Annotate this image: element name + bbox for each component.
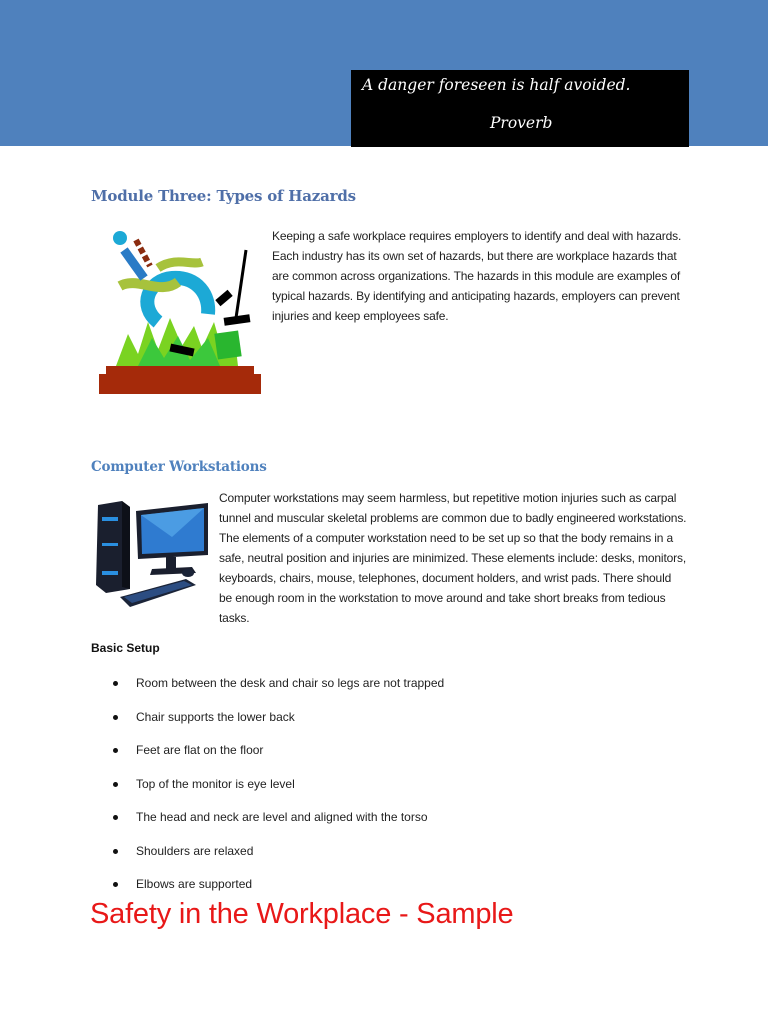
pc-light-2 xyxy=(102,543,118,546)
bullet-dot xyxy=(113,715,118,720)
quote-box xyxy=(351,70,689,147)
figure-head xyxy=(113,231,127,245)
pc-tower-side xyxy=(122,501,130,589)
hazard-illustration xyxy=(98,226,262,396)
quote-author: Proverb xyxy=(490,114,553,132)
illustration-base-top xyxy=(106,366,254,376)
bullet-dot xyxy=(113,849,118,854)
module-title: Module Three: Types of Hazards xyxy=(91,187,356,205)
list-item-text: Feet are flat on the floor xyxy=(136,743,264,757)
bullet-dot xyxy=(113,748,118,753)
mouse xyxy=(182,569,194,577)
bullet-dot xyxy=(113,882,118,887)
monitor-neck xyxy=(166,557,176,569)
section-body-text: Computer workstations may seem harmless, but repetitive motion injuries such as carpal tunnel and muscular skeletal problems are common due to badly engineered workstations. The elements of a computer workstation need to be set up so that the body remains in a safe, neutral position and injuries are minimized. These elements include: desks, monitors, keyboards, chairs, mouse, telephones, document holders, and wrist pads. There should be enough room in the workstation to move around and take short breaks from tedious tasks. xyxy=(219,491,687,625)
list-item-text: Shoulders are relaxed xyxy=(136,844,254,858)
basic-setup-heading: Basic Setup xyxy=(91,641,160,655)
module-intro-text: Keeping a safe workplace requires employers to identify and deal with hazards. Each industry has its own set of hazards, but there are workplace hazards that are common across organizations. The hazards in this module are examples of typical hazards. By identifying and anticipating hazards, employers can prevent injuries and keep employees safe. xyxy=(272,229,682,323)
black-piece-2 xyxy=(215,290,232,306)
bullet-dot xyxy=(113,782,118,787)
pc-light-3 xyxy=(102,571,118,575)
list-item-text: Chair supports the lower back xyxy=(136,710,295,724)
bullet-dot xyxy=(113,815,118,820)
list-item-text: The head and neck are level and aligned with the torso xyxy=(136,810,428,824)
illustration-base xyxy=(99,374,261,394)
quote-text: A danger foreseen is half avoided. xyxy=(362,76,631,94)
figure-arm xyxy=(120,282,178,287)
section-title: Computer Workstations xyxy=(91,459,267,475)
document-title: Safety in the Workplace - Sample xyxy=(90,898,514,930)
figure-arm-2 xyxy=(158,262,202,268)
box-shape xyxy=(214,330,241,359)
keyboard-keys xyxy=(124,581,192,603)
list-item-text: Top of the monitor is eye level xyxy=(136,777,295,791)
pc-light xyxy=(102,517,118,521)
computer-illustration xyxy=(92,497,212,615)
list-item-text: Elbows are supported xyxy=(136,877,253,891)
broom-stick xyxy=(236,250,246,318)
list-item-text: Room between the desk and chair so legs are not trapped xyxy=(136,676,445,690)
broom-head xyxy=(224,314,251,326)
bullet-dot xyxy=(113,681,118,686)
